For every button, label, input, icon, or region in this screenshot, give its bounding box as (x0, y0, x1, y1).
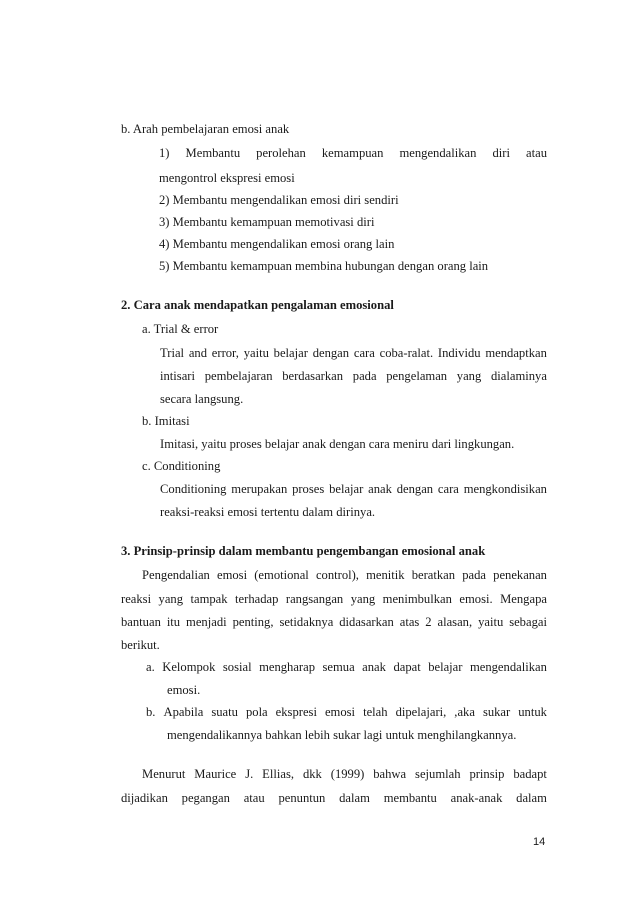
word: suatu (211, 705, 238, 719)
word: Membantu (185, 146, 241, 160)
word: beratkan (411, 568, 456, 582)
word: sukar (482, 705, 511, 719)
word: bantuan (121, 615, 161, 629)
section-b-item3: 3) Membantu kemampuan memotivasi diri (159, 215, 375, 229)
word: yang (158, 592, 184, 606)
word: kemampuan (321, 146, 384, 160)
word: dijadikan (121, 791, 168, 805)
word: belajar (329, 482, 364, 496)
section-b-item5: 5) Membantu kemampuan membina hubungan dengan orang lain (159, 259, 489, 273)
word: atau (243, 791, 265, 805)
word: perolehan (256, 146, 306, 160)
section-b-item1-line2: mengontrol ekspresi emosi (159, 171, 295, 185)
word: telah (363, 705, 388, 719)
word: anak (362, 660, 386, 674)
word: mengendalikan (469, 660, 547, 674)
word: cara (437, 482, 459, 496)
section-3-b-line1 (146, 704, 547, 720)
section-2-b-label: b. Imitasi (142, 414, 190, 428)
word: b. (146, 705, 156, 719)
word: (1999) (330, 767, 365, 781)
word: anak (368, 482, 392, 496)
word: yang (456, 369, 482, 383)
word: tampak (190, 592, 228, 606)
section-b-heading: b. Arah pembelajaran emosi anak (121, 122, 290, 136)
word: J. (245, 767, 254, 781)
word: penuntun (278, 791, 326, 805)
section-2-a-label: a. Trial & error (142, 322, 219, 336)
section-b-item4: 4) Membantu mengendalikan emosi orang lain (159, 237, 395, 251)
word: pegangan (181, 791, 230, 805)
word: pada (462, 568, 486, 582)
word: prinsip (469, 767, 505, 781)
word: diri (492, 146, 510, 160)
section-3-a-line2: emosi. (167, 683, 201, 697)
word: 1) (159, 146, 170, 160)
word: setidaknya (279, 615, 334, 629)
word: penekanan (493, 568, 547, 582)
word: (emotional (254, 568, 309, 582)
word: yang (350, 592, 376, 606)
section-3-b-line2: mengendalikannya bahkan lebih sukar lagi untuk menghilangkannya. (167, 728, 517, 742)
word: Maurice (194, 767, 237, 781)
section-2-c-line2: reaksi-reaksi emosi tertentu dalam dirinya. (160, 505, 376, 519)
word: emosi (324, 705, 356, 719)
closing-line2 (121, 790, 547, 806)
word: untuk (518, 705, 547, 719)
word: itu (166, 615, 181, 629)
section-b-item1-line1 (159, 145, 547, 161)
word: atas (399, 615, 420, 629)
section-2-c-line1 (160, 481, 547, 497)
word: mendaptkan (485, 346, 547, 360)
word: menitik (366, 568, 405, 582)
section-3-paragraph-line1 (142, 567, 547, 583)
word: dengan (312, 346, 350, 360)
word: dkk (302, 767, 322, 781)
word: bahwa (373, 767, 407, 781)
word: Ellias, (262, 767, 295, 781)
word: yaitu (478, 615, 504, 629)
word: sebagai (509, 615, 547, 629)
word: pada (352, 369, 377, 383)
word: ekspresi (275, 705, 317, 719)
section-2-a-line1 (160, 345, 547, 361)
section-2-heading: 2. Cara anak mendapatkan pengalaman emosional (121, 298, 394, 312)
section-2-a-line2 (160, 368, 547, 384)
word: Mengapa (500, 592, 547, 606)
word: dengan (396, 482, 434, 496)
section-3-paragraph-line4: berikut. (121, 638, 160, 652)
word: semua (322, 660, 355, 674)
page-number: 14 (533, 836, 546, 848)
word: mengendalikan (399, 146, 477, 160)
section-b-item2: 2) Membantu mengendalikan emosi diri sendiri (159, 193, 399, 207)
word: menjadi (186, 615, 227, 629)
word: penting, (232, 615, 274, 629)
word: sejumlah (415, 767, 461, 781)
word: error, (211, 346, 239, 360)
word: Pengendalian (142, 568, 210, 582)
word: merupakan (231, 482, 288, 496)
word: dapat (393, 660, 421, 674)
word: and (188, 346, 207, 360)
word: berdasarkan (282, 369, 344, 383)
word: mengharap (259, 660, 316, 674)
word: intisari (160, 369, 195, 383)
section-3-paragraph-line2 (121, 591, 547, 607)
section-2-c-label: c. Conditioning (142, 459, 221, 473)
word: dialaminya (490, 369, 547, 383)
section-3-a-line1 (146, 659, 547, 675)
word: cara (353, 346, 375, 360)
word: atau (526, 146, 547, 160)
word: pembelajaran (204, 369, 273, 383)
word: dipelajari, (395, 705, 447, 719)
word: mengkondisikan (463, 482, 547, 496)
word: reaksi (121, 592, 152, 606)
word: didasarkan (339, 615, 394, 629)
word: Individu (437, 346, 481, 360)
word: Kelompok (162, 660, 216, 674)
section-3-heading: 3. Prinsip-prinsip dalam membantu pengembangan emosional anak (121, 544, 486, 558)
word: control), (315, 568, 359, 582)
closing-line1 (142, 766, 547, 782)
word: membantu (383, 791, 437, 805)
word: yaitu (243, 346, 269, 360)
word: pengelaman (386, 369, 448, 383)
word: coba-ralat. (379, 346, 434, 360)
word: terhadap (235, 592, 279, 606)
section-3-paragraph-line3 (121, 614, 547, 630)
word: dalam (516, 791, 547, 805)
word: rangsangan (285, 592, 344, 606)
word: belajar (428, 660, 463, 674)
word: alasan, (437, 615, 473, 629)
word: badapt (513, 767, 547, 781)
word: emosi (217, 568, 248, 582)
word: 2 (425, 615, 432, 629)
word: Conditioning (160, 482, 227, 496)
word: anak-anak (450, 791, 503, 805)
word: sosial (222, 660, 252, 674)
word: Trial (160, 346, 185, 360)
word: belajar (273, 346, 308, 360)
word: ,aka (454, 705, 475, 719)
word: dalam (339, 791, 370, 805)
word: Menurut (142, 767, 186, 781)
word: proses (292, 482, 325, 496)
word: Apabila (163, 705, 204, 719)
section-2-a-line3: secara langsung. (160, 392, 244, 406)
word: menimbulkan (382, 592, 452, 606)
word: a. (146, 660, 155, 674)
word: pola (245, 705, 268, 719)
word: emosi. (459, 592, 493, 606)
section-2-b-line1: Imitasi, yaitu proses belajar anak dengan cara meniru dari lingkungan. (160, 437, 515, 451)
